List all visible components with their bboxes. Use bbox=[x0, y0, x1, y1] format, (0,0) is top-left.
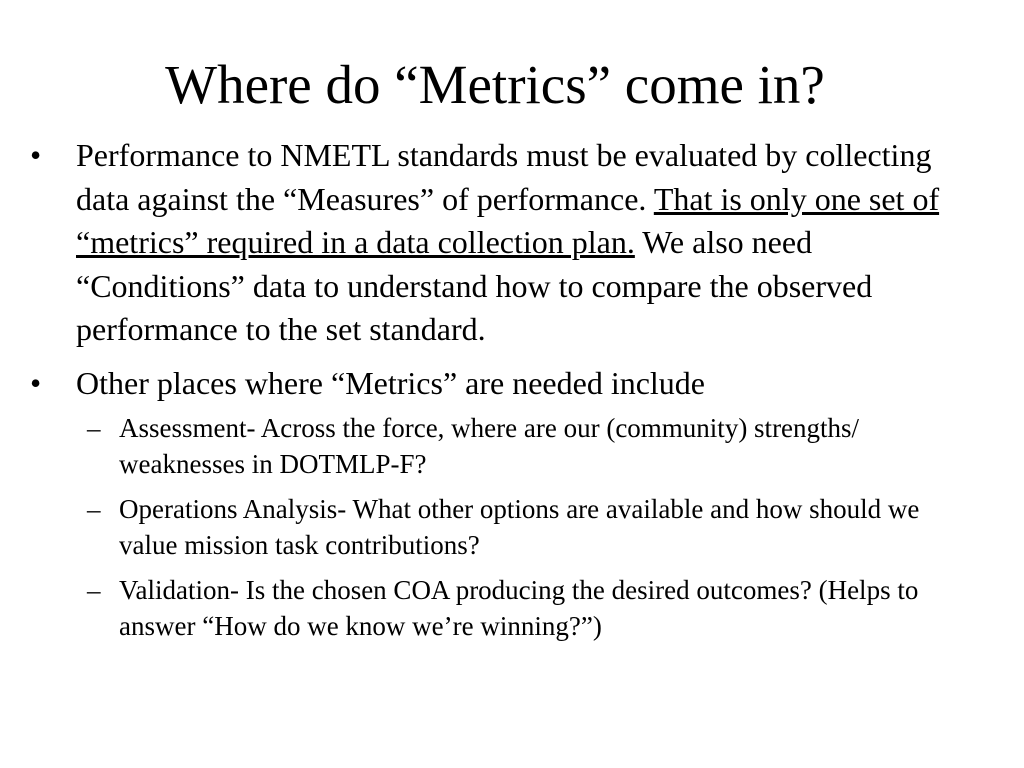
dash-marker: – bbox=[87, 413, 101, 443]
sub-bullet-assessment bbox=[76, 411, 980, 482]
sub-bullet-text: Validation- Is the chosen COA producing the desired outcomes? (Helps to answer “How do we know we’re winning?”) bbox=[119, 575, 919, 641]
sub-bullet-operations-analysis bbox=[76, 492, 980, 563]
bullet-text: Performance to NMETL standards must be evaluated by collecting data against the “Measures” of performance. bbox=[76, 137, 932, 217]
sub-bullet-validation bbox=[76, 573, 980, 644]
slide-title: Where do “Metrics” come in? bbox=[165, 54, 825, 115]
bullet-item-performance bbox=[30, 134, 980, 352]
bullet-marker: • bbox=[30, 364, 42, 401]
dash-marker: – bbox=[87, 575, 101, 605]
bullet-text: Other places where “Metrics” are needed include bbox=[76, 364, 705, 401]
sub-bullet-list bbox=[76, 411, 980, 644]
bullet-list bbox=[30, 134, 980, 654]
underlined-text: That is only one set of “metrics” required in a data collection plan. bbox=[76, 180, 940, 260]
bullet-marker: • bbox=[30, 137, 42, 173]
dash-marker: – bbox=[87, 494, 101, 524]
sub-bullet-text: Operations Analysis- What other options are available and how should we value mission task contributions? bbox=[119, 494, 920, 560]
sub-bullet-text: Assessment- Across the force, where are our (community) strengths/ weaknesses in DOTMLP-F? bbox=[119, 413, 860, 479]
bullet-text-continued: We also need “Conditions” data to understand how to compare the observed performance to the set standard. bbox=[76, 224, 873, 347]
bullet-item-other-places bbox=[30, 362, 980, 645]
